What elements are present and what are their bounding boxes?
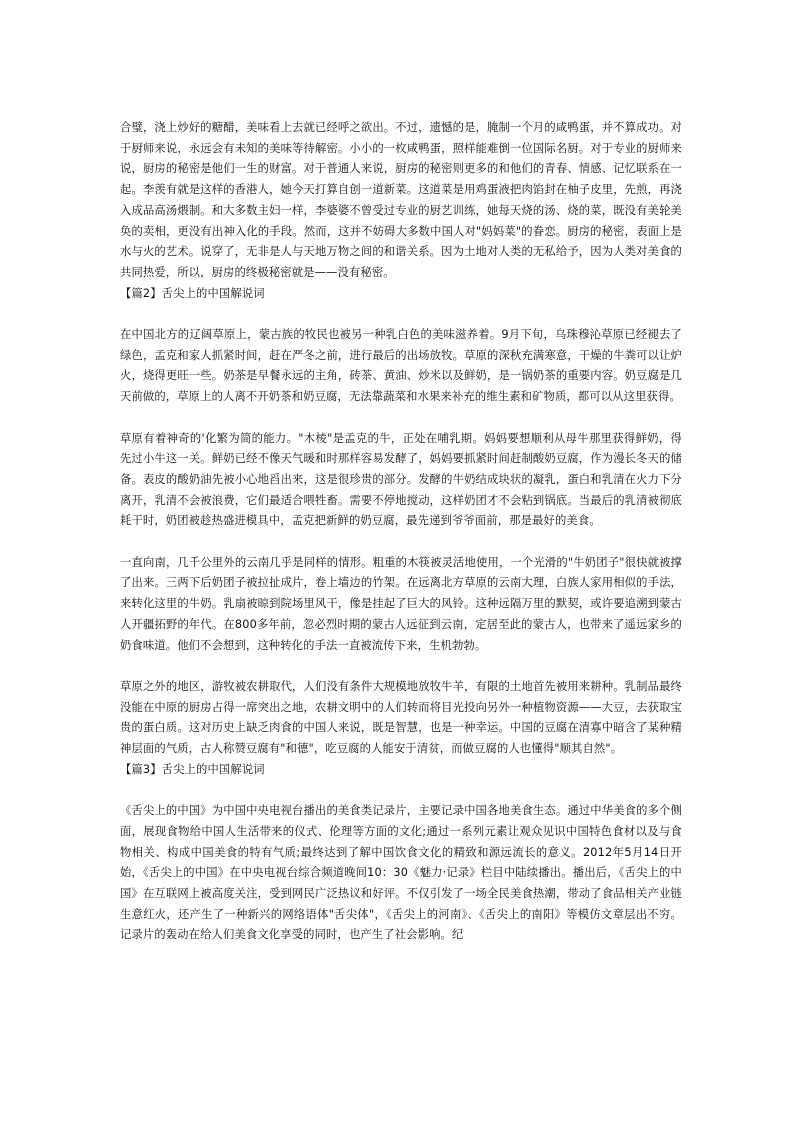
intro-paragraph: 合璧，浇上炒好的糖醋，美味看上去就已经呼之欲出。不过，遗憾的是，腌制一个月的咸鸭蛋，并不算成功。对于厨师来说，永远会有未知的美味等待解密。小小的一枚咸鸭蛋，照样能难倒一位国际名厨。对于专业的厨师来说，厨房的秘密是他们一生的财富。对于普通人来说，厨房的秘密则更多的和他们的青春、情感、记忆联系在一起。李羡有就是这样的香港人，她今天打算自创一道新菜。这道菜是用鸡蛋液把肉馅封在柚子皮里，先煎，再浇入成品高汤煨制。和大多数主妇一样，李婆婆不曾受过专业的厨艺训练，她每天烧的汤、烧的菜，既没有美轮美奂的卖相，更没有出神入化的手段。然而，这并不妨碍大多数中国人对"妈妈菜"的眷恋。厨房的秘密，表面上是水与火的艺术。说穿了，无非是人与天地万物之间的和谐关系。因为土地对人类的无私给予，因为人类对美食的共同热爱，所以，厨房的终极秘密就是——没有秘密。	[120, 121, 682, 279]
section-2-paragraph-3: 一直向南，几千公里外的云南几乎是同样的情形。粗重的木筷被灵活地使用，一个光滑的"牛奶团子"很快就被撑了出来。三两下后奶团子被拉扯成片，卷上墙边的竹架。在远离北方草原的云南大理，白族人家用相似的手法，来转化这里的牛奶。乳扇被晾到院场里风干，像是挂起了巨大的风铃。这种远隔万里的默契，或许要追溯到蒙古人开疆拓野的年代。在800多年前，忽必烈时期的蒙古人远征到云南，定居至此的蒙古人，也带来了遥远家乡的奶食味道。他们不会想到，这种转化的手法一直被流传下来，生机勃勃。	[120, 555, 682, 652]
section-3-paragraph-1: 《舌尖上的中国》为中国中央电视台播出的美食类记录片，主要记录中国各地美食生态。通过中华美食的多个侧面，展现食物给中国人生活带来的仪式、伦理等方面的文化;通过一系列元素让观众见识中国特色食材以及与食物相关、构成中国美食的特有气质;最终达到了解中国饮食文化的精致和源远流长的意义。2012年5月14日开始，《舌尖上的中国》在中央电视台综合频道晚间10：30《魅力·记录》栏目中陆续播出。播出后，《舌尖上的中国》在互联网上被高度关注，受到网民广泛热议和好评。不仅引发了一场全民美食热潮，带动了食品相关产业链生意红火，还产生了一种新兴的网络语体"舌尖体"，《舌尖上的河南》、《舌尖上的南阳》等模仿文章层出不穷。记录片的轰动在给人们美食文化享受的同时，也产生了社会影响。纪	[120, 804, 682, 942]
section-2-heading: 【篇2】舌尖上的中国解说词	[120, 286, 265, 300]
section-3-heading: 【篇3】舌尖上的中国解说词	[120, 762, 265, 776]
section-2-paragraph-1: 在中国北方的辽阔草原上，蒙古族的牧民也被另一种乳白色的美味滋养着。9月下旬，乌珠穆沁草原已经褪去了绿色，孟克和家人抓紧时间，赶在严冬之前，进行最后的出场放牧。草原的深秋充满寒意，干燥的牛粪可以让炉火，烧得更旺一些。奶茶是早餐永远的主角，砖茶、黄油、炒米以及鲜奶，是一锅奶茶的重要内容。奶豆腐是几天前做的，草原上的人离不开奶茶和奶豆腐，无法靠蔬菜和水果来补充的维生素和矿物质，都可以从这里获得。	[120, 328, 682, 404]
section-2-paragraph-2: 草原有着神奇的'化繁为简的能力。"木棱"是孟克的牛，正处在哺乳期。妈妈要想顺利从母牛那里获得鲜奶，得先过小牛这一关。鲜奶已经不像天气暖和时那样容易发酵了，妈妈要抓紧时间赶制酸奶豆腐，作为漫长冬天的储备。表皮的酸奶油先被小心地舀出来，这是很珍贵的部分。发酵的牛奶结成块状的凝乳，蛋白和乳清在火力下分离开，乳清不会被浪费，它们最适合喂牲畜。需要不停地搅动，这样奶团才不会粘到锅底。当最后的乳清被彻底耗干时，奶团被趁热盛进模具中，孟克把新鲜的奶豆腐，最先递到爷爷面前，那是最好的美食。	[120, 431, 682, 528]
section-2-paragraph-4: 草原之外的地区，游牧被农耕取代，人们没有条件大规模地放牧牛羊，有限的土地首先被用来耕种。乳制品最终没能在中原的厨房占得一席突出之地，农耕文明中的人们转而将目光投向另外一种植物资源——大豆，去获取宝贵的蛋白质。这对历史上缺乏肉食的中国人来说，既是智慧，也是一种幸运。中国的豆腐在清寡中暗含了某种精神层面的气质，古人称赞豆腐有"和德"，吃豆腐的人能安于清贫，而做豆腐的人也懂得"顺其自然"。	[120, 679, 682, 756]
document-body	[120, 118, 682, 946]
